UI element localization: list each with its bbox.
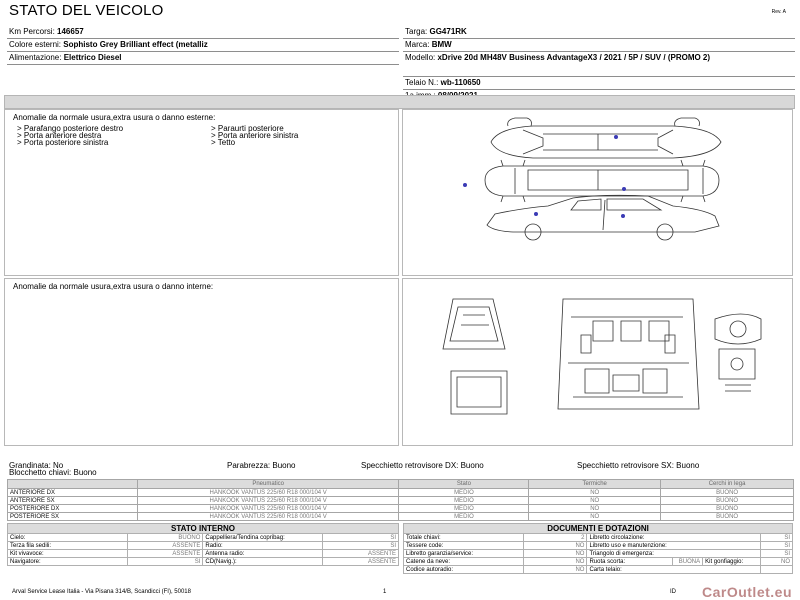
telaio-label: Telaio N.:: [405, 78, 439, 87]
col-header: Pneumatico: [137, 480, 399, 489]
footer-company: Arval Service Lease Italia - Via Pisana 314/B, Scandicci (FI), 50018: [12, 589, 191, 595]
col-header: Cerchi in lega: [661, 480, 794, 489]
exterior-title: Anomalie da normale usura,extra usura o danno esterne:: [13, 113, 216, 122]
damage-item: > Porta posteriore sinistra: [17, 138, 109, 147]
modello-label: Modello:: [405, 53, 436, 62]
item-label: Catene da neve:: [404, 558, 524, 566]
table-row: [8, 534, 399, 542]
item-value: [761, 566, 793, 574]
table-row: [404, 550, 793, 558]
revision-label: Rev. A: [771, 9, 786, 15]
marca-label: Marca:: [405, 40, 430, 49]
table-row: [8, 497, 794, 505]
damage-item: > Porta anteriore destra: [17, 131, 102, 140]
table-row: [8, 489, 794, 497]
fuel-label: Alimentazione:: [9, 53, 62, 62]
table-row: [8, 542, 399, 550]
tyre-state: MEDIO: [399, 497, 529, 505]
interior-state-title: STATO INTERNO: [8, 524, 399, 534]
tyre-model: HANKOOK VANTUS 225/60 R18 000/104 V: [137, 489, 399, 497]
tyre-state: MEDIO: [399, 489, 529, 497]
tyre-model: HANKOOK VANTUS 225/60 R18 000/104 V: [137, 513, 399, 521]
modello-value: xDrive 20d MH48V Business AdvantageX3 / 2021 / 5P / SUV / (PROMO 2): [437, 53, 711, 62]
car-exterior-diagram: [403, 110, 792, 275]
fuel-value: Elettrico Diesel: [63, 53, 122, 62]
marca-row: [403, 39, 795, 52]
km-row: [7, 26, 399, 39]
item-label: Libretto circolazione:: [587, 534, 761, 542]
item-value: SI: [323, 534, 399, 542]
item-label: Triangolo di emergenza:: [587, 550, 761, 558]
item-label: Codice autoradio:: [404, 566, 524, 574]
item-value: BUONA: [673, 558, 703, 566]
tyre-rims: BUONO: [661, 513, 794, 521]
item-value: NO: [523, 542, 587, 550]
item-label: Carta telaio:: [587, 566, 761, 574]
exterior-damage-panel: [4, 109, 399, 276]
table-row: [404, 558, 793, 566]
footer-id: ID: [670, 589, 676, 595]
tyre-model: HANKOOK VANTUS 225/60 R18 000/104 V: [137, 497, 399, 505]
damage-item: > Porta anteriore sinistra: [211, 131, 299, 140]
item-label: Kit gonfiaggio:: [703, 558, 761, 566]
table-row: [8, 513, 794, 521]
tyre-position: ANTERIORE SX: [8, 497, 138, 505]
marca-value: BMW: [431, 40, 452, 49]
tyre-table-header: [8, 480, 794, 489]
item-label: Tessere code:: [404, 542, 524, 550]
damage-marker: [463, 183, 467, 187]
section-divider: [4, 95, 795, 109]
exterior-damage-list-2: [211, 125, 298, 146]
table-row: [404, 542, 793, 550]
modello-row: [403, 52, 795, 77]
damage-item: > Paraurti posteriore: [211, 124, 284, 133]
telaio-row: [403, 77, 795, 90]
windshield-status: Parabrezza: Buono: [227, 461, 296, 470]
tyre-rims: BUONO: [661, 505, 794, 513]
item-label: CD(Navig.):: [203, 558, 323, 566]
item-label: Terza fila sedili:: [8, 542, 128, 550]
tyre-state: MEDIO: [399, 513, 529, 521]
interior-diagram-panel: [402, 278, 793, 446]
col-header: Stato: [399, 480, 529, 489]
color-label: Colore esterni:: [9, 40, 62, 49]
damage-marker: [621, 214, 625, 218]
item-label: Cielo:: [8, 534, 128, 542]
table-row: [404, 534, 793, 542]
tyre-winter: NO: [529, 513, 661, 521]
fuel-row: [7, 52, 399, 65]
tyre-winter: NO: [529, 497, 661, 505]
item-value: BUONO: [127, 534, 203, 542]
color-value: Sophisto Grey Brilliant effect (metalliz: [63, 40, 208, 49]
tyre-table: [7, 479, 794, 521]
item-value: SI: [127, 558, 203, 566]
damage-item: > Parafango posteriore destro: [17, 124, 124, 133]
item-label: Radio:: [203, 542, 323, 550]
interior-damage-panel: [4, 278, 399, 446]
tyre-state: MEDIO: [399, 505, 529, 513]
vehicle-info-left: [7, 26, 399, 65]
item-value: ASSENTE: [127, 550, 203, 558]
item-label: Kit vivavoce:: [8, 550, 128, 558]
targa-value: GG471RK: [429, 27, 467, 36]
documents-table: [403, 523, 793, 574]
targa-label: Targa:: [405, 27, 428, 36]
exterior-damage-list-1: [17, 125, 123, 146]
mirror-dx-status: Specchietto retrovisore DX: Buono: [361, 461, 484, 470]
table-row: [8, 558, 399, 566]
damage-markers: [463, 135, 626, 218]
tyre-position: POSTERIORE SX: [8, 513, 138, 521]
documents-title: DOCUMENTI E DOTAZIONI: [404, 524, 793, 534]
item-value: NO: [523, 550, 587, 558]
item-label: Libretto uso e manutenzione:: [587, 542, 761, 550]
vehicle-info-right: [403, 26, 795, 103]
damage-marker: [534, 212, 538, 216]
tyre-position: ANTERIORE DX: [8, 489, 138, 497]
telaio-value: wb-110650: [440, 78, 481, 87]
km-value: 146657: [57, 27, 84, 36]
damage-item: > Tetto: [211, 138, 236, 147]
car-interior-diagram: [403, 279, 792, 445]
table-row: [404, 566, 793, 574]
tyre-rims: BUONO: [661, 489, 794, 497]
tyre-winter: NO: [529, 505, 661, 513]
page-title: STATO DEL VEICOLO: [9, 2, 164, 19]
col-header: Termiche: [529, 480, 661, 489]
damage-marker: [622, 187, 626, 191]
item-label: Cappelliera/Tendina copribag:: [203, 534, 323, 542]
damage-marker: [614, 135, 618, 139]
color-row: [7, 39, 399, 52]
item-value: SI: [761, 534, 793, 542]
interior-state-table: [7, 523, 399, 566]
item-label: Totale chiavi:: [404, 534, 524, 542]
tyre-rims: BUONO: [661, 497, 794, 505]
item-value: SI: [323, 542, 399, 550]
item-label: Ruota scorta:: [587, 558, 673, 566]
watermark-logo: CarOutlet.eu: [701, 584, 792, 600]
table-row: [8, 505, 794, 513]
item-value: ASSENTE: [323, 550, 399, 558]
item-value: SI: [761, 542, 793, 550]
item-value: ASSENTE: [323, 558, 399, 566]
col-header: [8, 480, 138, 489]
item-value: NO: [523, 566, 587, 574]
item-label: Navigatore:: [8, 558, 128, 566]
exterior-diagram-panel: [402, 109, 793, 276]
km-label: Km Percorsi:: [9, 27, 55, 36]
item-value: ASSENTE: [127, 542, 203, 550]
targa-row: [403, 26, 795, 39]
tyre-model: HANKOOK VANTUS 225/60 R18 000/104 V: [137, 505, 399, 513]
item-value: NO: [761, 558, 793, 566]
item-value: NO: [523, 558, 587, 566]
tyre-winter: NO: [529, 489, 661, 497]
item-value: 2: [523, 534, 587, 542]
interior-title: Anomalie da normale usura,extra usura o danno interne:: [13, 282, 214, 291]
item-label: Libretto garanzia/service:: [404, 550, 524, 558]
mirror-sx-status: Specchietto retrovisore SX: Buono: [577, 461, 700, 470]
tyre-position: POSTERIORE DX: [8, 505, 138, 513]
item-value: SI: [761, 550, 793, 558]
key-lock-status: Blocchetto chiavi: Buono: [9, 468, 97, 477]
item-label: Antenna radio:: [203, 550, 323, 558]
footer-page: 1: [383, 589, 387, 595]
table-row: [8, 550, 399, 558]
hail-status: Grandinata: No: [9, 461, 64, 470]
